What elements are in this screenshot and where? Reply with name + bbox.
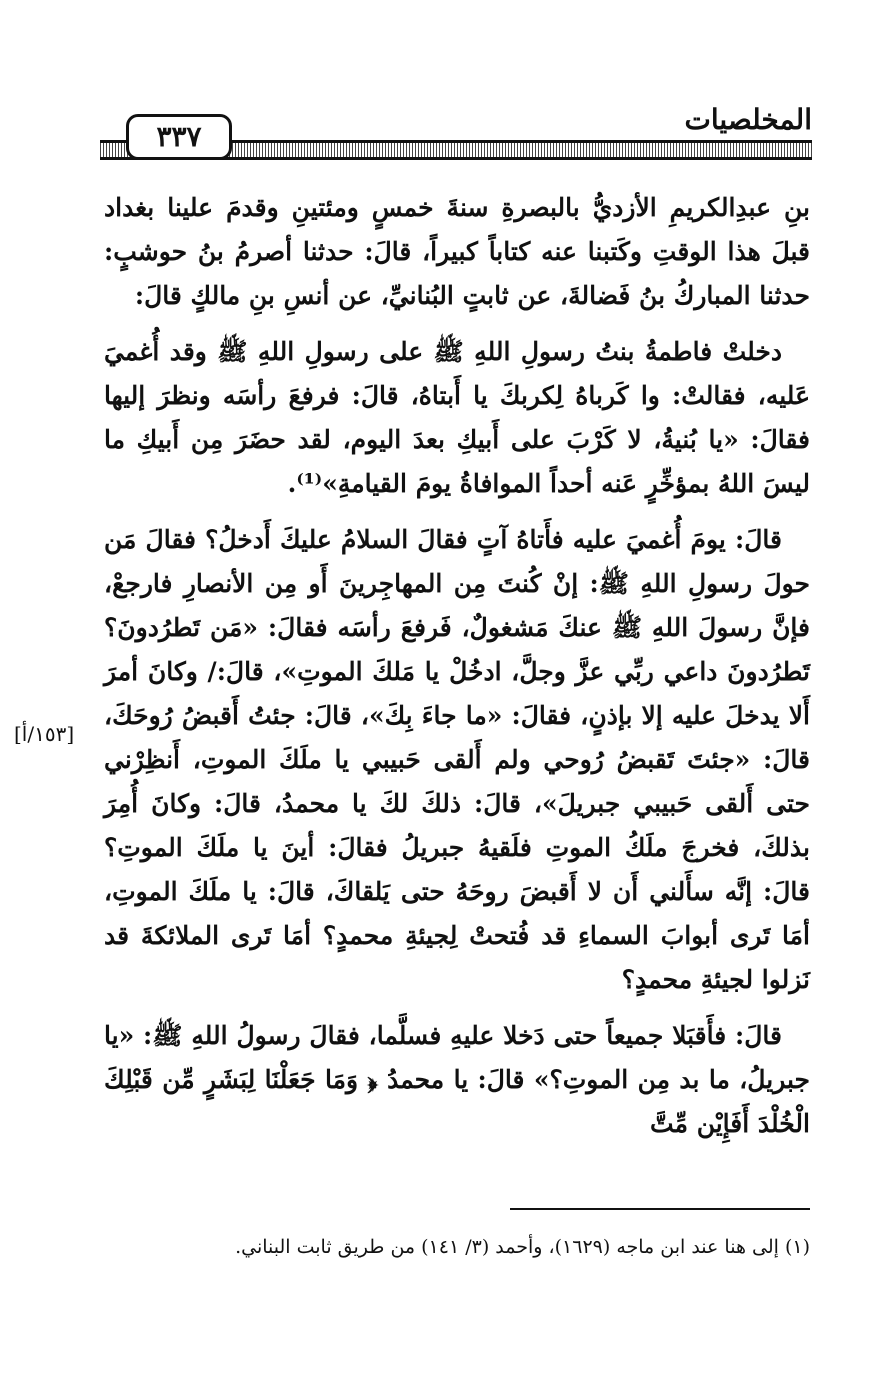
paragraph-hadith: دخلتْ فاطمةُ بنتُ رسولِ اللهِ ﷺ على رسولِ اللهِ ﷺ وقد أُغميَ عَليه، فقالتْ: وا كَرباهُ لِكربكَ يا أَبتاهُ، قالَ: فرفعَ رأسَه ونظرَ إليها فقالَ: «يا بُنيةُ، لا كَرْبَ على أَبيكِ بعدَ اليوم، لقد حضَرَ مِن أَبيكِ ما ليسَ اللهُ بمؤخِّرٍ عَنه أحداً الموافاةُ يومَ القيامةِ»⁽¹⁾. [104,337,810,498]
main-text [104,186,810,1158]
footnote-divider [510,1208,810,1210]
paragraph-isnad: بنِ عبدِالكريمِ الأزديُّ بالبصرةِ سنةَ خمسٍ ومئتينِ وقدمَ علينا بغداد قبلَ هذا الوقتِ وكَتبنا عنه كتاباً كبيراً، قالَ: حدثنا أصرمُ بنُ حوشبٍ: حدثنا المباركُ بنُ فَضالةَ، عن ثابتٍ البُنانيِّ، عن أنسِ بنِ مالكٍ قالَ: [104,193,810,310]
page-header [100,100,812,160]
paragraph-angel-of-death: قالَ: يومَ أُغميَ عليه فأَتاهُ آتٍ فقالَ السلامُ عليكَ أَدخلُ؟ فقالَ مَن حولَ رسولِ اللهِ ﷺ: إنْ كُنتَ مِن المهاجِرينَ أَو مِن الأنصارِ فارجعْ، فإنَّ رسولَ اللهِ ﷺ عنكَ مَشغولٌ، فَرفعَ رأسَه فقالَ: «مَن تَطرُدونَ؟ تَطرُدونَ داعي ربِّي عزَّ وجلَّ، ادخُلْ يا مَلكَ الموتِ»، قالَ:/ وكانَ أمرَ أَلا يدخلَ عليه إلا بإذنٍ، فقالَ: «ما جاءَ بِكَ»، قالَ: جئتُ أَقبضُ رُوحَكَ، قالَ: «جئتَ تَقبضُ رُوحي ولم أَلقى حَبيبي يا ملَكَ الموتِ، أَنظِرْني حتى أَلقى حَبيبي جبريلَ»، قالَ: ذلكَ لكَ يا محمدُ، قالَ: وكانَ أُمِرَ بذلكَ، فخرجَ ملَكُ الموتِ فلَقيهُ جبريلُ فقالَ: أينَ يا ملَكَ الموتِ؟ قالَ: إنَّه سأَلني أَن لا أَقبضَ روحَهُ حتى يَلقاكَ، قالَ: يا ملَكَ الموتِ، أمَا تَرى أبوابَ السماءِ قد فُتحتْ لِجيئةِ محمدٍ؟ أمَا تَرى الملائكةَ قد نَزلوا لجيئةِ محمدٍ؟ [104,525,810,994]
footnote: (١) إلى هنا عند ابن ماجه (١٦٢٩)، وأحمد (٣/ ١٤١) من طريق ثابت البناني. [235,1236,810,1258]
page-number: ٣٣٧ [126,114,232,160]
paragraph-jibril: قالَ: فأَقبَلا جميعاً حتى دَخلا عليهِ فسلَّما، فقالَ رسولُ اللهِ ﷺ: «يا جبريلُ، ما بد مِن الموتِ؟» قالَ: يا محمدُ ﴿ وَمَا جَعَلْنَا لِبَشَرٍ مِّن قَبْلِكَ الْخُلْدَ أَفَإِيْن مِّتَّ [104,1021,810,1138]
manuscript-folio-note: [١٥٣/أ] [14,722,75,746]
running-title: المخلصيات [684,103,812,136]
